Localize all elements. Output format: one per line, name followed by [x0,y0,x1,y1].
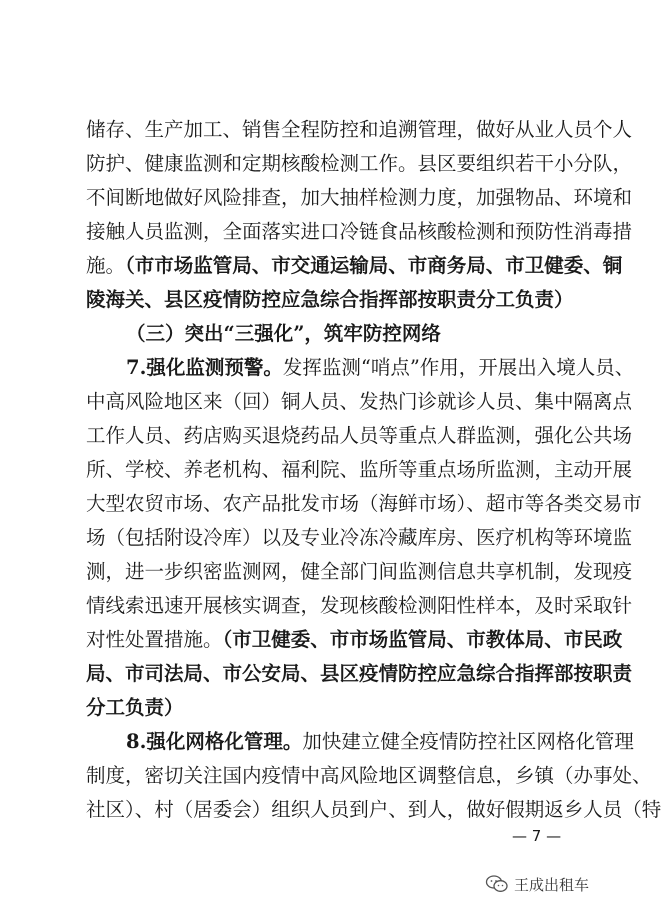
text-line: 测，进一步织密监测网，健全部门间监测信息共享机制，发现疫 [86,560,633,583]
text-line: 中高风险地区来（回）铜人员、发热门诊就诊人员、集中隔离点 [86,390,633,413]
text-line: 局、市司法局、市公安局、县区疫情防控应急综合指挥部按职责 [86,662,633,685]
text-line: 接触人员监测，全面落实进口冷链食品核酸检测和预防性消毒措 [86,220,633,243]
item8-title: 8.强化网格化管理。 [126,730,303,753]
text-line: 场（包括附设冷库）以及专业冷冻冷藏库房、医疗机构等环境监 [86,526,633,549]
text-line: 防护、健康监测和定期核酸检测工作。县区要组织若干小分队， [86,152,633,175]
text-line: 制度，密切关注国内疫情中高风险地区调整信息，乡镇（办事处、 [86,764,652,787]
text-line: 对性处置措施。（市卫健委、市市场监管局、市教体局、市民政 [86,628,623,651]
text-line: 情线索迅速开展核实调查，发现核酸检测阳性样本，及时采取针 [86,594,633,617]
text-line: 工作人员、药店购买退烧药品人员等重点人群监测，强化公共场 [86,424,633,447]
text-line: 储存、生产加工、销售全程防控和追溯管理，做好从业人员个人 [86,118,633,141]
watermark-label: 王成出租车 [514,875,590,894]
text-line: 社区）、村（居委会）组织人员到户、到人，做好假期返乡人员（特 [86,798,661,821]
responsible-departments: （市市场监管局、市交通运输局、市商务局、市卫健委、铜 [125,254,623,277]
page-number: — 7 — [512,827,562,845]
section-heading: （三）突出“三强化”，筑牢防控网络 [126,322,441,345]
item7-first-line: 7.强化监测预警。发挥监测“哨点”作用，开展出入境人员、 [126,356,635,379]
item8-first-line: 8.强化网格化管理。加快建立健全疫情防控社区网格化管理 [126,730,634,753]
responsible-departments: （市卫健委、市市场监管局、市教体局、市民政 [222,628,623,651]
text-line: 分工负责） [86,696,184,719]
text-line: 所、学校、养老机构、福利院、监所等重点场所监测，主动开展 [86,458,633,481]
item7-title: 7.强化监测预警。 [126,356,283,379]
text-line: 大型农贸市场、农产品批发市场（海鲜市场）、超市等各类交易市 [86,492,642,515]
text-line: 不间断地做好风险排查，加大抽样检测力度，加强物品、环境和 [86,186,633,209]
text-line: 陵海关、县区疫情防控应急综合指挥部按职责分工负责） [86,288,574,311]
wechat-icon [486,875,508,893]
text-line: 施。（市市场监管局、市交通运输局、市商务局、市卫健委、铜 [86,254,623,277]
watermark [486,872,589,896]
